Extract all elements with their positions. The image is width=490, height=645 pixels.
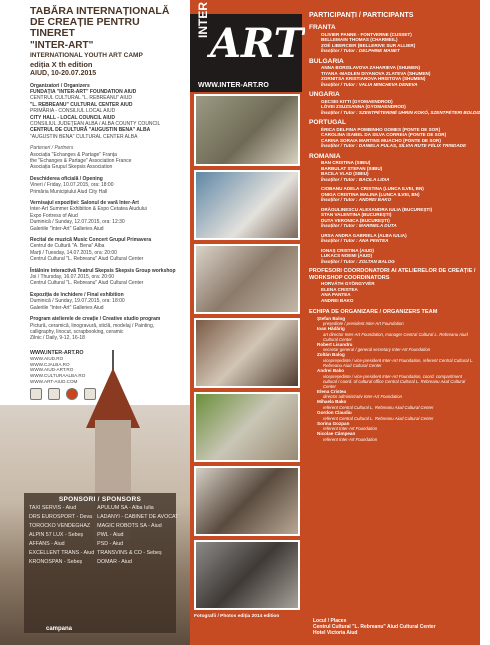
- team-member-name: Gordon Claudiu: [317, 410, 352, 416]
- participant-names: [309, 186, 476, 203]
- event-title: Program atelierele de creație / Creative studio program: [30, 316, 161, 323]
- organizers: [30, 83, 182, 141]
- team-list: [309, 316, 476, 442]
- team-member-name: Ștefan Balog: [317, 315, 346, 321]
- event-item: [30, 237, 182, 263]
- country-name: BULGARIA: [309, 57, 344, 65]
- participants-heading: PARTICIPANȚI / PARTICIPANTS: [309, 12, 414, 19]
- partners-list: [30, 152, 182, 171]
- tutor-line: Însoțitor / Tutor : ZOLTAN BALOG: [321, 258, 395, 264]
- organizer-line: CITY HALL - LOCAL COUNCIL AIUD: [30, 114, 115, 121]
- sponsor-item: ALPIN 57 LUX - Sebeș: [29, 532, 84, 538]
- location-line: Centrul Cultural "L. Rebreanu" Aiud Cultural Center: [313, 624, 436, 630]
- team-member-role: referent Central Cultural L. Rebreanu Aiud Cultural Center: [323, 404, 434, 410]
- title-camp-ro-2: DE CREAȚIE PENTRU TINERET: [30, 16, 140, 39]
- sponsor-item: PSD - Aiud: [97, 541, 124, 547]
- sponsors-box: [24, 493, 179, 633]
- photo-workshop-1: [194, 94, 300, 166]
- event-item: [30, 200, 182, 232]
- team-member-name: Zoltán Balog: [317, 352, 345, 358]
- partner-line: Asociația Grupul Skepsis Association: [30, 164, 113, 171]
- team-member-name: Ioan Hădărig: [317, 326, 345, 332]
- tutor-line: Însoțitor / Tutor : DANIELA PULAS, SÍLVIA RUTE FÉLIX TRINDADE: [321, 143, 467, 148]
- event-detail: Inter-Art Summer Exhibition & Expo Cetatea Aiudului: [30, 206, 147, 213]
- event-detail: Duminică / Sunday, 12.07.2015, ora: 12:30: [30, 219, 125, 226]
- team-member-name: Sorina Gozpan: [317, 420, 350, 426]
- photo-workshop-5: [194, 392, 300, 462]
- team-member-name: Robert Lisandru: [317, 341, 353, 347]
- countries-list: [309, 24, 490, 264]
- participant-name: ZORNITSA KRISTIANOVA HRISTOVA (SHUMEN): [321, 76, 426, 81]
- event-item: [30, 268, 182, 287]
- event-detail: Centrul de Cultură "A. Bena" Alba: [30, 243, 105, 250]
- participant-names: [309, 160, 476, 182]
- campana-logo: campana: [46, 626, 73, 632]
- participant-names: [309, 127, 476, 149]
- country-block: [309, 91, 490, 115]
- team-member-name: Elena Cristea: [317, 388, 347, 394]
- tutor-line: Însoțitor / Tutor : VALIA MINCHEVA DENEVA: [321, 81, 418, 87]
- participant-name: STAN VALENTINA (BUCUREȘTI): [321, 212, 392, 217]
- tutor-line: Însoțitor / Tutor : SZENTPÉTERINÉ UHRIN KOKÓ, SZENTPÉTERI BOLDIZSÁR: [321, 109, 490, 115]
- participant-name: BELLEMAIN THOMAS (CHARMEIL): [321, 37, 398, 42]
- event-detail: Duminică / Sunday, 19.07.2015, ora: 18:00: [30, 298, 125, 305]
- sponsor-item: EXCELLENT TRANS - Aiud: [29, 550, 95, 556]
- edition: ediția X th edition: [30, 59, 93, 69]
- tutor-line: Însoțitor / Tutor : DELPHINE MANET: [321, 48, 400, 53]
- participant-name: BACILA VLAD (SIBIU): [321, 171, 369, 176]
- event-detail: Primăria Municipiului Aiud City Hall: [30, 188, 108, 195]
- sponsor-item: AFFANS - Aiud: [29, 541, 65, 547]
- photo-workshop-3: [194, 244, 300, 314]
- sponsor-item: DRS EUROSPORT - Deva: [29, 514, 93, 520]
- participants-column: [305, 0, 490, 645]
- sponsor-item: TRANSVINS & CO - Sebeș: [97, 550, 162, 556]
- sponsor-item: MAGIC ROBOTS SA - Aiud: [97, 523, 162, 529]
- title-inter-art: "INTER-ART": [30, 40, 94, 51]
- participant-name: CARINA SORAIA MARTINS MUACHO (PONTE DE SOR): [321, 137, 441, 143]
- tutor-line: Însoțitor / Tutor : MARINELA DUTA: [321, 223, 397, 228]
- website-link-item[interactable]: WWW.CJALBA.RO: [30, 361, 70, 367]
- cultural-center-logo-icon: [66, 388, 78, 400]
- team-member-role: referent Inter-Art Foundation: [323, 426, 378, 432]
- event-detail: Expo Fortress of Aiud: [30, 212, 78, 219]
- tower-roof-shape: [86, 368, 140, 428]
- participant-name: URSA ANDRA GABRIELA (ALBA IULIA): [321, 232, 407, 238]
- participant-name: IONAȘ CRISTINA (AIUD): [321, 247, 374, 253]
- event-title: Întâlnire interactivă Teatrul Skepsis Skepsis Group workshop: [30, 267, 176, 274]
- participant-name: ONIGA CRISTINA MALINA (LUNCA ILVEI, BN): [321, 191, 420, 197]
- team-member-role: vicepreședinte / vice-president Inter-Art Foundation, coord. compartiment cultural / coord. of cultural office Central Cultural L. Rebreanu Aiud Cultural Center: [323, 373, 466, 389]
- country-name: FRANTA: [309, 24, 336, 31]
- event-title: Vernisajul expoziției: Salonul de vară Inter-Art: [30, 200, 139, 206]
- photo-column: [190, 0, 305, 645]
- event-item: [30, 292, 182, 311]
- events-list: [30, 176, 182, 342]
- team-member-name: Andrei Bako: [317, 368, 345, 374]
- alba-crest-icon: [48, 388, 60, 400]
- event-detail: calligraphy, linocut, scrapbooking, ceramic: [30, 328, 124, 335]
- event-title: Deschiderea oficială / Opening: [30, 175, 103, 182]
- participant-name: CAROLINA ISABEL DA SILVA CORREIA (PONTE DE SOR): [321, 132, 447, 137]
- coordinator-name: ANDREI BAKO: [321, 297, 354, 303]
- event-detail: Pictură, ceramică, linogravură, sticlă, modelaj / Painting,: [30, 322, 155, 329]
- country-name: PORTUGAL: [309, 119, 346, 126]
- event-title: Recital de muzică Music Concert Grupul Primavera: [30, 237, 152, 244]
- country-block: [309, 58, 476, 88]
- participant-name: TIYANA -MADLEN DIYANOVA ZLATEVA (SHUMEN): [321, 70, 431, 76]
- partners: [30, 145, 182, 171]
- country-block: [309, 119, 476, 149]
- logo-art-text: ART: [210, 20, 304, 67]
- sponsor-item: DOMAR - Aiud: [97, 559, 132, 565]
- photo-workshop-4: [194, 318, 300, 388]
- organizer-line: PRIMĂRIA - CONSILIUL LOCAL AIUD: [30, 108, 116, 115]
- country-block: [309, 248, 476, 265]
- event-item: [30, 176, 182, 195]
- coordinators-list: [309, 281, 476, 303]
- organizer-line: "L. REBREANU" CULTURAL CENTER AIUD: [30, 101, 133, 108]
- team-member-role: vicepreședinte / vice-president Inter-Art Foundation, referent Central Cultural L. Rebreanu Aiud Cultural Center: [323, 357, 474, 368]
- event-detail: Galeriile "Inter-Art" Galleries Aiud: [30, 225, 104, 232]
- country-block: [309, 186, 476, 203]
- event-detail: Vineri / Friday, 10.07.2015, ora: 18:00: [30, 182, 114, 189]
- participant-name: LUKACS NOEMI (AIUD): [321, 253, 373, 258]
- photo-workshop-2: [194, 170, 300, 240]
- sponsor-item: PWL - Aiud: [97, 532, 124, 538]
- photo-caption: Fotografii / Photos ediția 2014 edition: [194, 614, 280, 619]
- participant-name: DUTA VERONICA (BUCUREȘTI): [321, 217, 390, 223]
- country-name: UNGARIA: [309, 91, 340, 98]
- sponsor-item: TAXI SERVIS - Aiud: [29, 505, 77, 511]
- spire-shape: [112, 350, 114, 370]
- photo-workshop-7: [194, 540, 300, 610]
- event-detail: Centrul Cultural "L. Rebreanu" Aiud Cultural Center: [30, 256, 144, 263]
- team-member-role: secretar general / general secretary Inter-Art Foundation: [323, 347, 431, 353]
- dates: AIUD, 10-20.07.2015: [30, 69, 97, 77]
- participant-name: GECSEI KITTI (GYOMAENDROD): [321, 98, 393, 104]
- team-member-role: referent Central Cultural L. Rebreanu Aiud Cultural Center: [323, 415, 434, 421]
- participant-name: ÉRICA DELFINA POMBINHO GOMES (PONTE DE SOR): [321, 126, 441, 132]
- country-block: [309, 233, 476, 244]
- sponsor-item: APULUM SA - Alba Iulia: [97, 505, 154, 511]
- coordinator-name: HORVÁTH GYÖNGYVÉR: [321, 281, 375, 286]
- inter-art-logo: [190, 2, 304, 92]
- organizers-list: [30, 89, 182, 140]
- organizer-line: CENTRUL CULTURAL "L. REBREANU" AIUD: [30, 95, 132, 102]
- coordinator-name: ELENA CRISTEA: [321, 286, 358, 292]
- event-detail: Centrul Cultural "L. Rebreanu" Aiud Cultural Center: [30, 280, 144, 287]
- organizer-line: CONSILIUL JUDEȚEAN ALBA / ALBA COUNTY COUNCIL: [30, 120, 161, 127]
- sponsor-item: KRONOSPAN - Sebeș: [29, 559, 83, 565]
- participant-names: [309, 248, 476, 265]
- sponsor-item: TOROCKO VENDEGHAZ: [29, 523, 91, 529]
- logo-url[interactable]: WWW.INTER-ART.RO: [198, 82, 269, 89]
- aiud-crest-icon: [30, 388, 42, 400]
- organizer-line: "AUGUSTIN BENA" CULTURAL CENTER ALBA: [30, 133, 138, 140]
- participant-name: LÓVEI ZSUZSANNA (GYOMAENDROD): [321, 104, 406, 109]
- country-block: [309, 153, 476, 183]
- participant-name: ANNA BORISLAVOVA ZAHARIEVA (SHUMEN): [321, 65, 421, 70]
- participant-names: [309, 98, 490, 116]
- partner-line: Asociația "Echanges & Partage" Franța: [30, 151, 117, 158]
- participant-names: [309, 233, 476, 244]
- event-item: [30, 316, 182, 342]
- event-title: Expoziția de închidere / Final exhibition: [30, 291, 124, 298]
- organizer-line: FUNDAȚIA "INTER-ART" FOUNDATION AIUD: [30, 88, 137, 95]
- tutor-line: Însoțitor / Tutor : ANA PENTEA: [321, 238, 389, 243]
- organizers-heading: Organizatori / Organizers: [30, 82, 90, 89]
- title-camp-ro: TABĂRA INTERNAȚIONALĂ: [30, 5, 170, 17]
- participant-name: CIOBANU ADELA CRISTINA (LUNCA ILVEI, BN): [321, 186, 424, 191]
- event-detail: Galeriile "Inter-Art" Galleries Aiud: [30, 304, 104, 311]
- website-link-item[interactable]: WWW.ART-AIUD.COM: [30, 378, 78, 384]
- website-link-item[interactable]: WWW.AIUD-ART.RO: [30, 367, 74, 373]
- logo-inter-text: INTER: [196, 2, 210, 38]
- country-block: [309, 207, 476, 229]
- tutor-line: Însoțitor / Tutor : BACILA LIDIA: [321, 176, 390, 182]
- website-link[interactable]: WWW.INTER-ART.RO: [30, 349, 84, 356]
- location-line: Hotel Victoria Aiud: [313, 630, 358, 636]
- participant-name: BAN CRISTINA (SIBIU): [321, 160, 371, 165]
- tutor-line: Însoțitor / Tutor : ANDREI BAKO: [321, 197, 392, 202]
- partner-line: the "Echanges & Partage" Association France: [30, 157, 132, 164]
- left-column: [0, 0, 190, 645]
- location-line: Locul / Places: [313, 618, 347, 624]
- sponsors-grid: [29, 505, 179, 565]
- country-name: ROMANIA: [309, 152, 341, 160]
- team-member-name: Nicolae Câmpean: [317, 431, 356, 437]
- team-member-role: director administrativ Inter-Art Foundation: [323, 394, 402, 400]
- team-member-role: președinte / president Inter-Art Foundation: [323, 321, 404, 326]
- participant-names: [309, 207, 476, 229]
- participant-name: DRĂGULINESCU ALEXANDRA IULIA (BUCUREȘTI): [321, 206, 433, 212]
- organizer-line: CENTRUL DE CULTURĂ "AUGUSTIN BENA" ALBA: [30, 127, 151, 134]
- participant-names: [309, 32, 476, 54]
- participant-names: [309, 65, 476, 87]
- event-detail: Marți / Tuesday, 14.07.2015, ora: 20:00: [30, 249, 117, 256]
- participant-name: OLIVIER PANNE - FONTVERNE (CUSSET): [321, 31, 412, 37]
- country-block: [309, 24, 476, 54]
- team-heading: ECHIPA DE ORGANIZARE / ORGANIZERS TEAM: [309, 309, 438, 315]
- coordinator-name: ANA PANTEA: [321, 292, 351, 297]
- team-member-name: Mihaela Bako: [317, 399, 347, 405]
- partners-heading: Parteneri / Partners: [30, 145, 74, 152]
- event-detail: Joi / Thursday, 16.07.2015, ora: 20:00: [30, 274, 115, 281]
- sponsor-item: LADANYI - CABINET DE AVOCAT: [97, 514, 179, 520]
- event-detail: Zilnic / Daily, 9-12, 16-18: [30, 335, 85, 342]
- team-member-role: art director Inter-Art Foundation, manager Central Cultural L. Rebreanu Aiud Cultural Center: [323, 331, 468, 342]
- coordinators-heading: PROFESORI COORDONATORI AI ATELIERELOR DE CREAȚIE / WORKSHOP COORDINATORS: [309, 268, 476, 281]
- location-block: [313, 618, 436, 636]
- participant-name: ZOÉ LIBERCIER (BELLERIVE SUR ALLIER): [321, 42, 416, 48]
- website-link-item[interactable]: WWW.AIUD.RO: [30, 356, 64, 362]
- sponsors-heading: SPONSORI / SPONSORS: [58, 496, 142, 503]
- team-member-role: referent Inter-Art Foundation: [323, 436, 378, 442]
- participant-name: BARBULAT STEFAN (SIBIU): [321, 165, 383, 171]
- photo-workshop-6: [194, 466, 300, 536]
- title-camp-en: INTERNATIONAL YOUTH ART CAMP: [30, 52, 143, 59]
- website-link-item[interactable]: WWW.CULTURAALBA.RO: [30, 372, 86, 378]
